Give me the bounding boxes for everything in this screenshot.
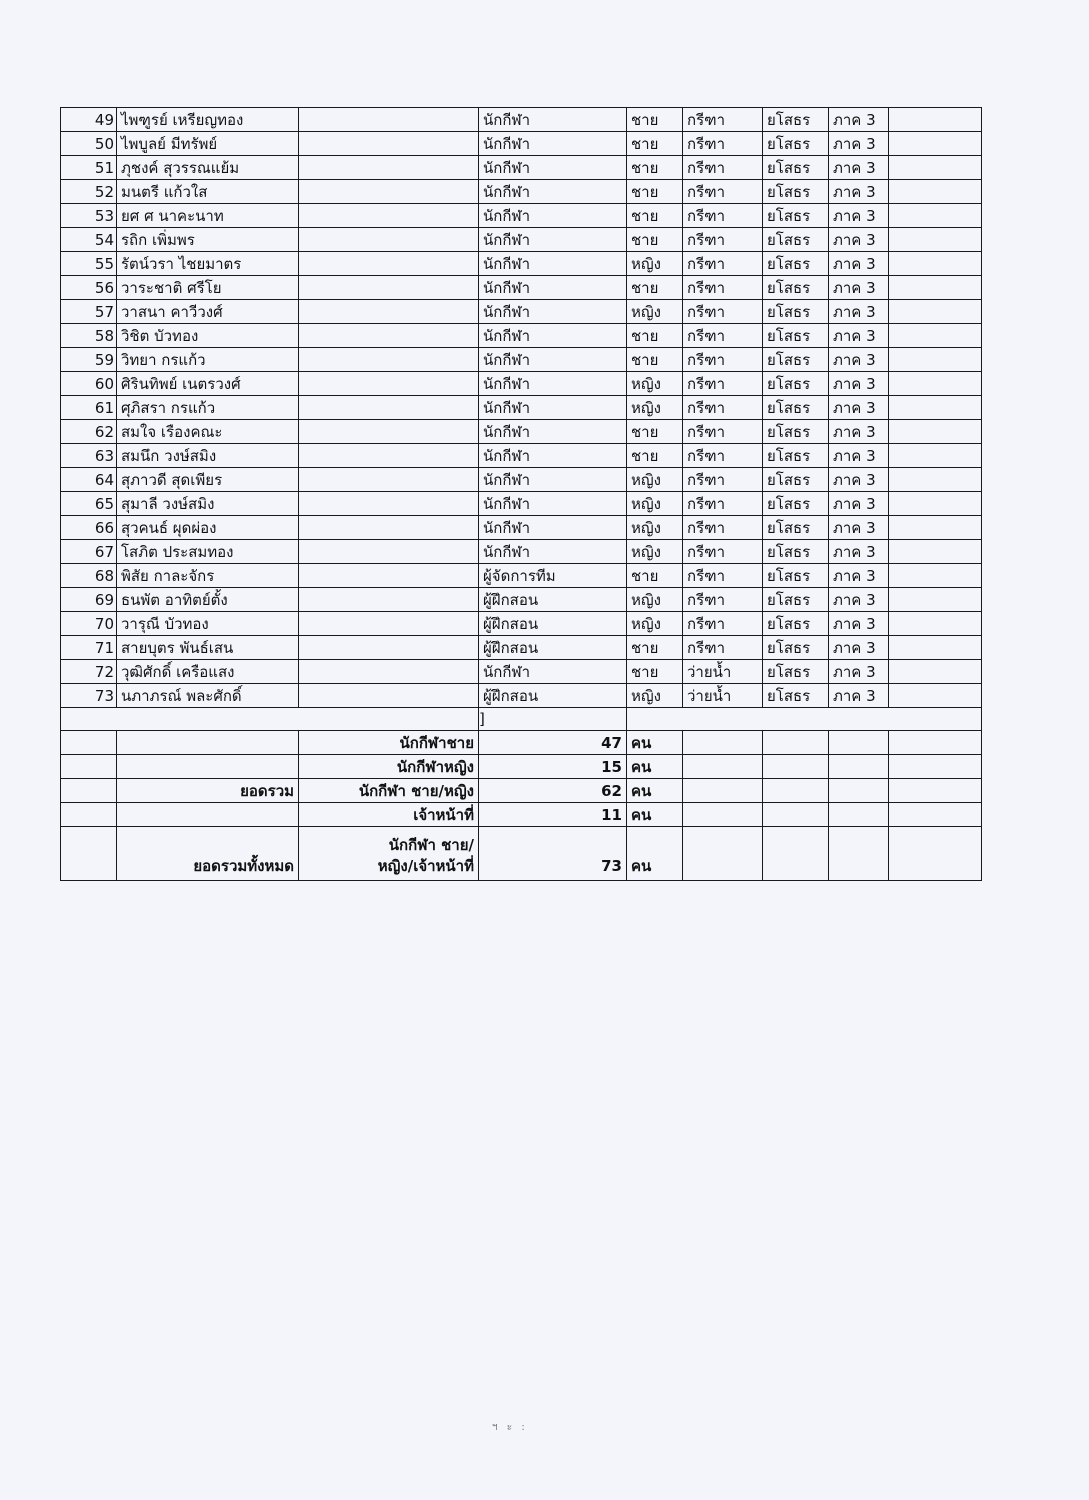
province-cell: ยโสธร (763, 444, 829, 468)
blank-cell (889, 612, 982, 636)
gender-cell: หญิง (627, 612, 683, 636)
role-cell: นักกีฬา (479, 540, 627, 564)
blank-cell (889, 444, 982, 468)
row-number: 57 (61, 300, 117, 324)
sport-cell: กรีฑา (683, 516, 763, 540)
gender-cell: หญิง (627, 396, 683, 420)
row-number: 60 (61, 372, 117, 396)
summary-unit: คน (627, 755, 683, 779)
blank-cell (889, 276, 982, 300)
sport-cell: กรีฑา (683, 420, 763, 444)
gender-cell: ชาย (627, 348, 683, 372)
region-cell: ภาค 3 (829, 516, 889, 540)
summary-label: นักกีฬาหญิง (299, 755, 479, 779)
blank-cell (299, 468, 479, 492)
person-name: ธนพัต อาทิตย์ตั้ง (117, 588, 299, 612)
blank-cell (889, 252, 982, 276)
role-cell: นักกีฬา (479, 444, 627, 468)
row-number: 61 (61, 396, 117, 420)
row-number: 67 (61, 540, 117, 564)
region-cell: ภาค 3 (829, 420, 889, 444)
region-cell: ภาค 3 (829, 108, 889, 132)
table-row (61, 276, 982, 300)
gender-cell: หญิง (627, 372, 683, 396)
summary-label: เจ้าหน้าที่ (299, 803, 479, 827)
person-name: สมนึก วงษ์สมิง (117, 444, 299, 468)
region-cell: ภาค 3 (829, 276, 889, 300)
role-cell: นักกีฬา (479, 276, 627, 300)
sport-cell: กรีฑา (683, 564, 763, 588)
region-cell: ภาค 3 (829, 324, 889, 348)
person-name: วารุณี บัวทอง (117, 612, 299, 636)
region-cell: ภาค 3 (829, 300, 889, 324)
person-name: ภุชงค์ สุวรรณแย้ม (117, 156, 299, 180)
role-cell: นักกีฬา (479, 348, 627, 372)
province-cell: ยโสธร (763, 372, 829, 396)
person-name: วิทยา กรแก้ว (117, 348, 299, 372)
province-cell: ยโสธร (763, 180, 829, 204)
person-name: วาสนา คาวีวงศ์ (117, 300, 299, 324)
sport-cell: กรีฑา (683, 132, 763, 156)
region-cell: ภาค 3 (829, 684, 889, 708)
person-name: สุภาวดี สุดเพียร (117, 468, 299, 492)
person-name: สายบุตร พันธ์เสน (117, 636, 299, 660)
summary-group-label: ยอดรวม (117, 779, 299, 803)
gender-cell: ชาย (627, 228, 683, 252)
province-cell: ยโสธร (763, 468, 829, 492)
sport-cell: กรีฑา (683, 588, 763, 612)
table-row (61, 372, 982, 396)
province-cell: ยโสธร (763, 156, 829, 180)
province-cell: ยโสธร (763, 420, 829, 444)
summary-row (61, 755, 982, 779)
region-cell: ภาค 3 (829, 612, 889, 636)
sport-cell: กรีฑา (683, 468, 763, 492)
province-cell: ยโสธร (763, 300, 829, 324)
gender-cell: ชาย (627, 276, 683, 300)
blank-row (61, 708, 982, 731)
blank-cell (889, 540, 982, 564)
blank-cell (889, 228, 982, 252)
row-number: 64 (61, 468, 117, 492)
row-number: 55 (61, 252, 117, 276)
table-row (61, 588, 982, 612)
table-row (61, 468, 982, 492)
blank-cell (299, 564, 479, 588)
region-cell: ภาค 3 (829, 636, 889, 660)
role-cell: นักกีฬา (479, 420, 627, 444)
blank-cell (299, 660, 479, 684)
person-name: รัตน์วรา ไชยมาตร (117, 252, 299, 276)
sport-cell: กรีฑา (683, 156, 763, 180)
gender-cell: ชาย (627, 420, 683, 444)
blank-cell (299, 276, 479, 300)
row-number: 70 (61, 612, 117, 636)
sport-cell: กรีฑา (683, 444, 763, 468)
blank-cell (299, 444, 479, 468)
gender-cell: หญิง (627, 252, 683, 276)
row-number: 58 (61, 324, 117, 348)
person-name: ไพบูลย์ มีทรัพย์ (117, 132, 299, 156)
role-cell: นักกีฬา (479, 204, 627, 228)
blank-cell (299, 588, 479, 612)
person-name: รถิก เพิ่มพร (117, 228, 299, 252)
role-cell: ผู้ฝึกสอน (479, 612, 627, 636)
sport-cell: กรีฑา (683, 252, 763, 276)
gender-cell: ชาย (627, 108, 683, 132)
gender-cell: ชาย (627, 204, 683, 228)
row-number: 59 (61, 348, 117, 372)
blank-cell (889, 468, 982, 492)
role-cell: นักกีฬา (479, 396, 627, 420)
blank-cell (299, 180, 479, 204)
role-cell: นักกีฬา (479, 132, 627, 156)
table-row (61, 540, 982, 564)
row-number: 65 (61, 492, 117, 516)
summary-label: นักกีฬาชาย (299, 731, 479, 755)
summary-unit: คน (627, 779, 683, 803)
blank-cell (889, 180, 982, 204)
row-number: 49 (61, 108, 117, 132)
table-row (61, 348, 982, 372)
person-name: มนตรี แก้วใส (117, 180, 299, 204)
blank-cell (889, 564, 982, 588)
region-cell: ภาค 3 (829, 396, 889, 420)
blank-cell (889, 516, 982, 540)
role-cell: นักกีฬา (479, 300, 627, 324)
region-cell: ภาค 3 (829, 444, 889, 468)
sport-cell: กรีฑา (683, 300, 763, 324)
table-row (61, 252, 982, 276)
blank-cell (889, 420, 982, 444)
sport-cell: กรีฑา (683, 636, 763, 660)
table-row (61, 396, 982, 420)
gender-cell: หญิง (627, 516, 683, 540)
row-number: 54 (61, 228, 117, 252)
gender-cell: ชาย (627, 132, 683, 156)
role-cell: นักกีฬา (479, 228, 627, 252)
row-number: 72 (61, 660, 117, 684)
table-row (61, 516, 982, 540)
table-row (61, 228, 982, 252)
role-cell: นักกีฬา (479, 372, 627, 396)
gender-cell: ชาย (627, 660, 683, 684)
sport-cell: กรีฑา (683, 324, 763, 348)
person-name: สุวคนธ์ ผุดผ่อง (117, 516, 299, 540)
table-row (61, 564, 982, 588)
summary-count: 11 (479, 803, 627, 827)
sport-cell: กรีฑา (683, 612, 763, 636)
region-cell: ภาค 3 (829, 492, 889, 516)
person-name: นภาภรณ์ พละศักดิ์ (117, 684, 299, 708)
blank-cell (299, 396, 479, 420)
table-row (61, 156, 982, 180)
role-cell: นักกีฬา (479, 660, 627, 684)
province-cell: ยโสธร (763, 348, 829, 372)
blank-cell (889, 156, 982, 180)
sport-cell: กรีฑา (683, 540, 763, 564)
grand-total-label: นักกีฬา ชาย/ หญิง/เจ้าหน้าที่ (299, 827, 479, 881)
blank-cell (299, 204, 479, 228)
blank-row-mark: ] (479, 708, 627, 731)
blank-cell (299, 228, 479, 252)
blank-cell (299, 324, 479, 348)
scan-marks: ฯ ะ : (492, 1422, 528, 1433)
province-cell: ยโสธร (763, 540, 829, 564)
blank-cell (299, 516, 479, 540)
province-cell: ยโสธร (763, 492, 829, 516)
province-cell: ยโสธร (763, 108, 829, 132)
province-cell: ยโสธร (763, 228, 829, 252)
blank-cell (889, 204, 982, 228)
province-cell: ยโสธร (763, 684, 829, 708)
blank-cell (889, 300, 982, 324)
row-number: 53 (61, 204, 117, 228)
grand-total-row (61, 827, 982, 881)
role-cell: นักกีฬา (479, 468, 627, 492)
region-cell: ภาค 3 (829, 156, 889, 180)
row-number: 69 (61, 588, 117, 612)
region-cell: ภาค 3 (829, 540, 889, 564)
role-cell: นักกีฬา (479, 252, 627, 276)
roster-table (60, 107, 982, 881)
region-cell: ภาค 3 (829, 180, 889, 204)
person-name: ยศ ศ นาคะนาท (117, 204, 299, 228)
table-row (61, 204, 982, 228)
table-row (61, 492, 982, 516)
region-cell: ภาค 3 (829, 228, 889, 252)
blank-cell (299, 252, 479, 276)
blank-cell (889, 636, 982, 660)
row-number: 63 (61, 444, 117, 468)
blank-cell (889, 660, 982, 684)
sport-cell: ว่ายน้ำ (683, 684, 763, 708)
blank-cell (889, 372, 982, 396)
sport-cell: กรีฑา (683, 108, 763, 132)
row-number: 66 (61, 516, 117, 540)
row-number: 50 (61, 132, 117, 156)
gender-cell: หญิง (627, 300, 683, 324)
gender-cell: ชาย (627, 636, 683, 660)
summary-row (61, 803, 982, 827)
grand-total-count: 73 (479, 827, 627, 881)
person-name: วาระชาติ ศรีโย (117, 276, 299, 300)
region-cell: ภาค 3 (829, 372, 889, 396)
sport-cell: กรีฑา (683, 396, 763, 420)
table-row (61, 300, 982, 324)
blank-cell (889, 108, 982, 132)
gender-cell: หญิง (627, 588, 683, 612)
blank-cell (299, 300, 479, 324)
province-cell: ยโสธร (763, 396, 829, 420)
blank-cell (299, 348, 479, 372)
blank-cell (299, 492, 479, 516)
province-cell: ยโสธร (763, 516, 829, 540)
region-cell: ภาค 3 (829, 204, 889, 228)
summary-label: นักกีฬา ชาย/หญิง (299, 779, 479, 803)
person-name: สมใจ เรืองคณะ (117, 420, 299, 444)
person-name: พิสัย กาละจักร (117, 564, 299, 588)
blank-cell (889, 324, 982, 348)
blank-cell (889, 492, 982, 516)
sport-cell: กรีฑา (683, 276, 763, 300)
row-number: 52 (61, 180, 117, 204)
blank-cell (889, 588, 982, 612)
row-number: 68 (61, 564, 117, 588)
summary-row (61, 731, 982, 755)
role-cell: นักกีฬา (479, 180, 627, 204)
blank-cell (299, 420, 479, 444)
blank-cell (889, 396, 982, 420)
sport-cell: กรีฑา (683, 228, 763, 252)
blank-cell (299, 540, 479, 564)
table-row (61, 684, 982, 708)
gender-cell: ชาย (627, 444, 683, 468)
role-cell: นักกีฬา (479, 108, 627, 132)
person-name: สุมาลี วงษ์สมิง (117, 492, 299, 516)
person-name: วุฒิศักดิ์ เครือแสง (117, 660, 299, 684)
gender-cell: ชาย (627, 156, 683, 180)
province-cell: ยโสธร (763, 324, 829, 348)
gender-cell: ชาย (627, 564, 683, 588)
role-cell: นักกีฬา (479, 156, 627, 180)
province-cell: ยโสธร (763, 276, 829, 300)
province-cell: ยโสธร (763, 132, 829, 156)
province-cell: ยโสธร (763, 588, 829, 612)
blank-cell (299, 372, 479, 396)
blank-cell (889, 684, 982, 708)
table-row (61, 420, 982, 444)
row-number: 62 (61, 420, 117, 444)
blank-cell (299, 132, 479, 156)
blank-cell (299, 684, 479, 708)
person-name: ศุภิสรา กรแก้ว (117, 396, 299, 420)
summary-unit: คน (627, 731, 683, 755)
role-cell: นักกีฬา (479, 324, 627, 348)
summary-count: 47 (479, 731, 627, 755)
province-cell: ยโสธร (763, 660, 829, 684)
region-cell: ภาค 3 (829, 588, 889, 612)
region-cell: ภาค 3 (829, 348, 889, 372)
role-cell: ผู้ฝึกสอน (479, 684, 627, 708)
province-cell: ยโสธร (763, 564, 829, 588)
role-cell: ผู้ฝึกสอน (479, 636, 627, 660)
blank-cell (299, 612, 479, 636)
row-number: 73 (61, 684, 117, 708)
blank-cell (889, 132, 982, 156)
summary-count: 15 (479, 755, 627, 779)
table-row (61, 612, 982, 636)
role-cell: ผู้จัดการทีม (479, 564, 627, 588)
role-cell: นักกีฬา (479, 516, 627, 540)
blank-cell (889, 348, 982, 372)
table-row (61, 180, 982, 204)
roster-body (61, 108, 982, 708)
region-cell: ภาค 3 (829, 564, 889, 588)
summary-body (61, 708, 982, 881)
gender-cell: หญิง (627, 540, 683, 564)
gender-cell: หญิง (627, 492, 683, 516)
person-name: ไพฑูรย์ เหรียญทอง (117, 108, 299, 132)
table-row (61, 324, 982, 348)
province-cell: ยโสธร (763, 612, 829, 636)
person-name: วิชิต บัวทอง (117, 324, 299, 348)
sport-cell: กรีฑา (683, 204, 763, 228)
table-row (61, 444, 982, 468)
region-cell: ภาค 3 (829, 660, 889, 684)
person-name: ศิรินทิพย์ เนตรวงศ์ (117, 372, 299, 396)
row-number: 71 (61, 636, 117, 660)
role-cell: ผู้ฝึกสอน (479, 588, 627, 612)
sport-cell: กรีฑา (683, 348, 763, 372)
table-row (61, 132, 982, 156)
sport-cell: กรีฑา (683, 372, 763, 396)
sport-cell: กรีฑา (683, 180, 763, 204)
sport-cell: กรีฑา (683, 492, 763, 516)
province-cell: ยโสธร (763, 636, 829, 660)
region-cell: ภาค 3 (829, 252, 889, 276)
row-number: 51 (61, 156, 117, 180)
gender-cell: หญิง (627, 468, 683, 492)
gender-cell: ชาย (627, 324, 683, 348)
province-cell: ยโสธร (763, 252, 829, 276)
row-number: 56 (61, 276, 117, 300)
blank-cell (299, 108, 479, 132)
province-cell: ยโสธร (763, 204, 829, 228)
table-row (61, 660, 982, 684)
grand-total-unit: คน (627, 827, 683, 881)
role-cell: นักกีฬา (479, 492, 627, 516)
summary-unit: คน (627, 803, 683, 827)
summary-row (61, 779, 982, 803)
person-name: โสภิต ประสมทอง (117, 540, 299, 564)
gender-cell: หญิง (627, 684, 683, 708)
region-cell: ภาค 3 (829, 468, 889, 492)
table-row (61, 108, 982, 132)
sport-cell: ว่ายน้ำ (683, 660, 763, 684)
region-cell: ภาค 3 (829, 132, 889, 156)
gender-cell: ชาย (627, 180, 683, 204)
blank-cell (299, 156, 479, 180)
summary-count: 62 (479, 779, 627, 803)
grand-total-group-label: ยอดรวมทั้งหมด (117, 827, 299, 881)
table-row (61, 636, 982, 660)
blank-cell (299, 636, 479, 660)
